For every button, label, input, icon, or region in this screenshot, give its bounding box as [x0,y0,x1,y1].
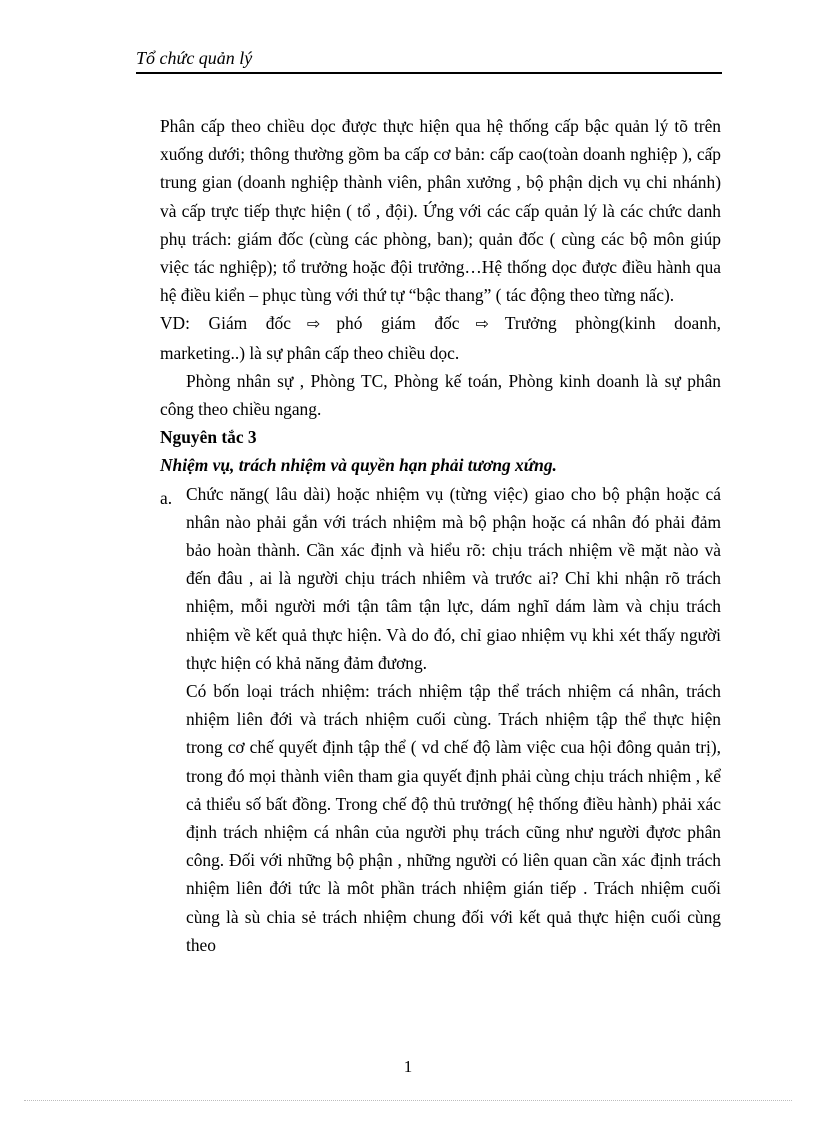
page-header [136,48,722,74]
footer-divider [24,1100,792,1101]
paragraph-horizontal-division: Phòng nhân sự , Phòng TC, Phòng kế toán, Phòng kinh doanh là sự phân công theo chiều ngang. [160,370,721,420]
list-marker: a. [160,487,173,508]
example-part-head: Trưởng phòng(kinh doanh, marketing..) là sự phân cấp theo chiều dọc. [160,313,721,363]
example-part-deputy: phó giám đốc [336,313,460,334]
paragraph-vertical-hierarchy: Phân cấp theo chiều dọc được thực hiện qua hệ thống cấp bậc quản lý tõ trên xuống dưới; thông thường gồm ba cấp cơ bản: cấp cao(toàn doanh nghiệp ), cấp trung gian (doanh nghiệp thành viên, phân xưởng , bộ phận dịch vụ chi nhánh) và cấp trực tiếp thực hiện ( tổ , đội). Ứng với các cấp quản lý là các chức danh phụ trách: giám đốc (cùng các phòng, ban); quản đốc ( cùng các bộ môn giúp việc tác nghiệp); tổ trưởng hoặc đội trưởng…Hệ thống dọc được điều hành qua hệ điều kiển – phục tùng với thứ tự “bậc thang” ( tác động theo từng nấc). [160,116,721,306]
example-paragraph [160,309,721,366]
right-arrow-icon: ⇨ [306,314,321,334]
section-heading: Nguyên tắc 3 [160,427,257,448]
list-item-continuation: Có bốn loại trách nhiệm: trách nhiệm tập thể trách nhiệm cá nhân, trách nhiệm liên đới và trách nhiệm cuối cùng. Trách nhiệm tập thể thực hiện trong cơ chế quyết định tập thể ( vd chế độ làm việc cua hội đông quản trị), trong đó mọi thành viên tham gia quyết định phải cùng chịu trách nhiệm , kể cả thiểu số bất đồng. Trong chế độ thủ trưởng( hệ thống điều hành) phải xác định trách nhiệm cá nhân của người phụ trách cũng như người đựơc phân công. Đối với những bộ phận , những người có liên quan cần xác định trách nhiệm liên đới tức là môt phần trách nhiệm gián tiếp . Trách nhiệm cuối cùng là sù chia sẻ trách nhiệm chung đối với kết quả thực hiện cuối cùng theo [186,681,721,955]
document-body [160,112,721,959]
list-item-text: Chức năng( lâu dài) hoặc nhiệm vụ (từng việc) giao cho bộ phận hoặc cá nhân nào phải gắn với trách nhiệm mà bộ phận hoặc cá nhân đó phải đảm bảo hoàn thành. Cần xác định và hiểu rõ: chịu trách nhiệm về mặt nào và đến đâu , ai là người chịu trách nhiêm và trước ai? Chỉ khi nhận rõ trách nhiệm, mỗi người mới tận tâm tận lực, dám nghĩ dám làm và chịu trách nhiệm về kết quả thực hiện. Và do đó, chỉ giao nhiệm vụ khi xét thấy người thực hiện có khả năng đảm đương. [186,483,721,673]
section-subheading: Nhiệm vụ, trách nhiệm và quyền hạn phải tương xứng. [160,455,557,476]
right-arrow-icon: ⇨ [475,314,489,334]
list-item [160,480,721,677]
header-title: Tổ chức quản lý [136,48,253,68]
page-number: 1 [403,1057,413,1076]
example-part-director: VD: Giám đốc [160,313,291,334]
